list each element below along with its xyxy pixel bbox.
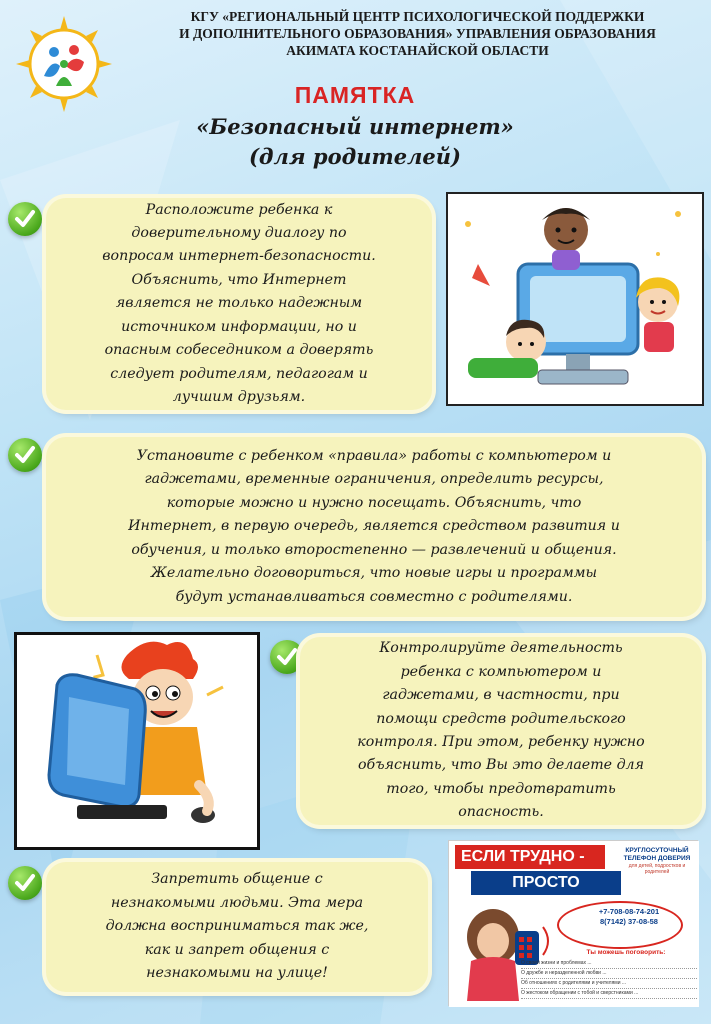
tip-line: контроля. При этом, ребенку нужно [357,734,645,750]
tip-line: Интернет, в первую очередь, является средством развития и [128,518,620,535]
org-line-1: КГУ «РЕГИОНАЛЬНЫЙ ЦЕНТР ПСИХОЛОГИЧЕСКОЙ ПОДДЕРЖКИ [190,9,645,24]
tip-line: гаджетами, временные ограничения, определить ресурсы, [144,471,604,488]
page-title: ПАМЯТКА [294,82,416,108]
tip-line: опасным собеседником а доверять [104,342,374,359]
subtitle-line-2: (для родителей) [248,144,461,169]
tip-line: которые можно и нужно посещать. Объяснить, что [166,494,582,511]
banner-line-1: ЕСЛИ ТРУДНО - [455,845,605,869]
helpline-banner-image [448,840,698,1006]
tip-line: гаджетами, в частности, при [382,687,620,704]
list-item: О жестоком обращении с тобой и сверстниками ... [521,989,697,999]
tip-line: Запретить общение с [151,871,323,888]
banner-line-2: ПРОСТО ПОЗВОНИ [471,871,621,895]
tip-line: следует родителям, педагогам и [110,365,368,382]
tip-box-4 [46,862,428,992]
check-icon [8,202,42,236]
banner-helpline-title [619,847,695,875]
banner-talk-list [521,959,697,999]
subtitle-line-1: «Безопасный интернет» [196,114,514,139]
tip-line: того, чтобы предотвратить [386,780,616,797]
tip-line: незнакомыми людьми. Эта мера [110,894,364,911]
kids-computer-illustration [446,192,704,406]
page-subtitle [150,112,560,172]
check-icon [8,438,42,472]
tip-line: Установите с ребенком «правила» работы с компьютером и [136,448,612,465]
tip-box-3 [300,637,702,825]
tip-line: вопросам интернет-безопасности. [102,248,376,265]
check-icon [270,640,304,674]
tip-box-1 [46,198,432,410]
banner-helpline-heading: КРУГЛОСУТОЧНЫЙ ТЕЛЕФОН ДОВЕРИЯ [623,847,691,862]
org-line-2: И ДОПОЛНИТЕЛЬНОГО ОБРАЗОВАНИЯ» УПРАВЛЕНИЯ ОБРАЗОВАНИЯ [179,26,656,41]
tip-line: ребенка с компьютером и [400,663,602,680]
tip-line: будут устанавливаться совместно с родителями. [175,588,573,605]
list-item: О своей жизни и проблемах ... [521,959,697,969]
phone-number-2: 8(7142) 37-08-58 [600,917,658,926]
tip-line: объяснить, что Вы это делаете для [357,757,644,774]
boy-computer-illustration [14,632,260,850]
tip-line: обучения, и только второстепенно — развлечений и общения. [131,541,617,558]
tip-line: Контролируйте деятельность [379,640,623,657]
list-item: Об отношениях с родителями и учителями ... [521,979,697,989]
banner-phones [579,907,679,927]
tip-box-2 [46,437,702,617]
banner-talk-title: Ты можешь поговорить: [586,949,666,956]
tip-line: незнакомыми на улице! [146,965,328,982]
organization-header [130,8,705,59]
check-icon [8,866,42,900]
tip-line: лучшим друзьям. [172,388,306,405]
logo-emblem-icon [14,14,114,114]
phone-number-1: +7-708-08-74-201 [598,907,660,916]
tip-line: источником информации, но и [121,318,357,335]
tip-line: Желательно договориться, что новые игры и программы [150,565,598,582]
tip-line: Расположите ребенка к [145,201,333,218]
tip-line: помощи средств родительского [376,710,626,727]
tip-line: является не только надежным [115,295,363,312]
tip-line: Объяснить, что Интернет [131,271,347,288]
tip-line: опасность. [458,804,544,821]
tip-line: должна восприниматься так же, [105,918,369,935]
list-item: О дружбе и неразделенной любви ... [521,969,697,979]
tip-line: как и запрет общения с [144,941,330,958]
tip-line: доверительному диалогу по [131,225,347,242]
banner-helpline-subtext: для детей, подростков и родителей [628,863,686,875]
org-line-3: АКИМАТА КОСТАНАЙСКОЙ ОБЛАСТИ [286,43,549,58]
